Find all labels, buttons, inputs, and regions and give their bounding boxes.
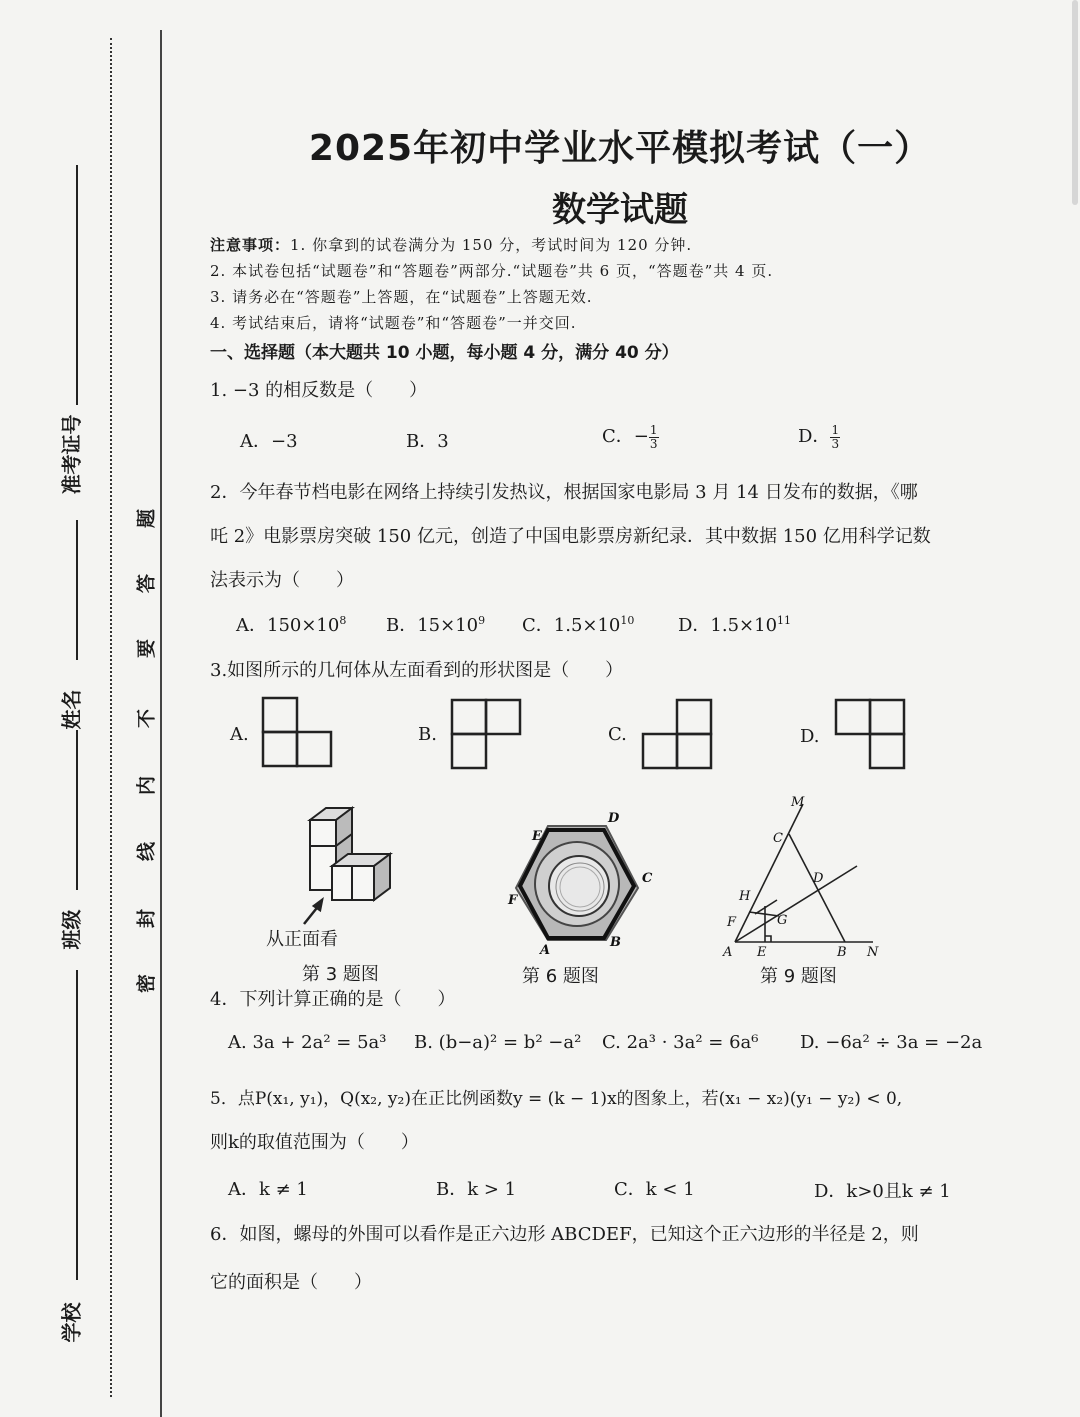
note-lead: 注意事项： — [210, 236, 291, 254]
q2-option-a-exp: 8 — [339, 614, 347, 627]
q2-option-b-base: B．15×10 — [386, 615, 479, 636]
figure-9-geometry — [715, 790, 895, 970]
note-text: 1. 你拿到的试卷满分为 150 分，考试时间为 120 分钟. — [290, 236, 693, 254]
fig9-caption: 第 9 题图 — [760, 966, 837, 987]
fig9-label-e: E — [757, 945, 767, 960]
fig3-view-label: 从正面看 — [266, 929, 338, 950]
q3-label-c: C. — [608, 724, 627, 745]
q4-option-c: C. 2a³ · 3a² = 6a⁶ — [602, 1032, 759, 1053]
exam-title: 2025年初中学业水平模拟考试（一） — [308, 128, 932, 169]
q2-line-1: 2．今年春节档电影在网络上持续引发热议，根据国家电影局 3 月 14 日发布的数据，《哪 — [210, 482, 918, 503]
fig9-label-h: H — [739, 889, 751, 904]
seal-char: 内 — [135, 776, 158, 796]
fig9-label-g: G — [777, 913, 788, 928]
exam-id-label: 准考证号 — [59, 414, 84, 495]
q2-option-d-base: D．1.5×10 — [678, 615, 778, 636]
seal-char: 答 — [135, 574, 158, 594]
q3-label-b: B. — [418, 724, 437, 745]
class-label: 班级 — [59, 909, 84, 950]
fig9-label-d: D — [813, 871, 824, 886]
q4-option-b: B. (b−a)² = b² −a² — [414, 1032, 582, 1053]
q3-label-d: D. — [800, 726, 820, 747]
q6-line-1: 6．如图，螺母的外围可以看作是正六边形 ABCDEF，已知这个正六边形的半径是 2，则 — [210, 1224, 919, 1245]
note-line-4: 4. 考试结束后，请将“试题卷”和“答题卷”一并交回. — [210, 314, 577, 332]
figure-3-cubes — [290, 800, 410, 930]
note-line-2: 2. 本试卷包括“试题卷”和“答题卷”两部分.“试题卷”共 6 页，“答题卷”共 4 页. — [210, 262, 774, 280]
hex-label-c: C — [642, 871, 653, 886]
q4-stem: 4．下列计算正确的是（ ） — [210, 989, 456, 1010]
fig9-label-a: A — [723, 945, 733, 960]
q2-option-a-base: A．150×10 — [236, 615, 340, 636]
school-label: 学校 — [59, 1302, 84, 1343]
q3-label-a: A. — [230, 724, 249, 745]
q3-stem: 3.如图所示的几何体从左面看到的形状图是（ ） — [210, 660, 624, 681]
q3-shape-b — [452, 700, 520, 768]
fig9-label-c: C — [773, 831, 783, 846]
seal-char: 线 — [135, 842, 158, 862]
q1-option-d-prefix: D． — [798, 426, 831, 447]
seal-char: 不 — [135, 709, 158, 729]
q3-shape-a — [263, 698, 331, 766]
q5-option-a: A．k ≠ 1 — [228, 1179, 308, 1200]
hex-label-d: D — [608, 811, 620, 826]
q1-option-a: A．−3 — [240, 431, 298, 452]
fig9-label-b: B — [837, 945, 847, 960]
hex-label-f: F — [508, 893, 518, 908]
seal-char: 密 — [135, 974, 158, 994]
q1-option-c-prefix: C．− — [602, 426, 649, 447]
name-label: 姓名 — [59, 689, 84, 730]
exam-subtitle: 数学试题 — [552, 190, 688, 230]
hex-label-e: E — [532, 829, 542, 844]
q5-option-d: D．k>0且k ≠ 1 — [814, 1181, 951, 1202]
frac-num: 1 — [831, 422, 840, 437]
fig6-caption: 第 6 题图 — [522, 966, 599, 987]
q3-shape-d — [836, 700, 904, 768]
frac-num: 1 — [649, 422, 658, 437]
fig3-caption: 第 3 题图 — [302, 964, 379, 985]
fig9-label-m: M — [791, 795, 805, 810]
q2-line-3: 法表示为（ ） — [210, 570, 354, 591]
q2-option-c-exp: 10 — [620, 614, 635, 627]
q2-option-d-exp: 11 — [777, 614, 792, 627]
hex-label-b: B — [610, 935, 621, 950]
q2-option-c-base: C．1.5×10 — [522, 615, 621, 636]
seal-char: 题 — [135, 509, 158, 529]
q1-stem: 1. −3 的相反数是（ ） — [210, 380, 428, 401]
hex-label-a: A — [540, 943, 551, 958]
q5-line-2: 则k的取值范围为（ ） — [210, 1132, 419, 1153]
seal-char: 要 — [135, 639, 158, 659]
q5-option-c: C．k < 1 — [614, 1179, 695, 1200]
fig9-label-n: N — [867, 945, 879, 960]
frac-den: 3 — [831, 436, 840, 451]
q2-line-2: 吒 2》电影票房突破 150 亿元，创造了中国电影票房新纪录．其中数据 150 亿用科学记数 — [210, 526, 931, 547]
q6-line-2: 它的面积是（ ） — [210, 1272, 372, 1293]
q5-option-b: B．k > 1 — [436, 1179, 517, 1200]
note-line-3: 3. 请务必在“答题卷”上答题，在“试题卷”上答题无效. — [210, 288, 593, 306]
q4-option-d: D. −6a² ÷ 3a = −2a — [800, 1032, 983, 1053]
q4-option-a: A. 3a + 2a² = 5a³ — [228, 1032, 387, 1053]
section-title: 一、选择题（本大题共 10 小题，每小题 4 分，满分 40 分） — [210, 343, 679, 363]
fig9-label-f: F — [727, 915, 737, 930]
seal-char: 封 — [135, 909, 158, 929]
frac-den: 3 — [649, 436, 658, 451]
q1-option-b: B．3 — [406, 431, 449, 452]
q2-option-b-exp: 9 — [478, 614, 486, 627]
q5-line-1: 5．点P(x₁, y₁)，Q(x₂, y₂)在正比例函数y = (k − 1)x的图象上，若(x₁ − x₂)(y₁ − y₂) < 0, — [210, 1089, 903, 1109]
q3-shape-c — [643, 700, 711, 768]
figure-6-hex-nut — [500, 800, 660, 960]
